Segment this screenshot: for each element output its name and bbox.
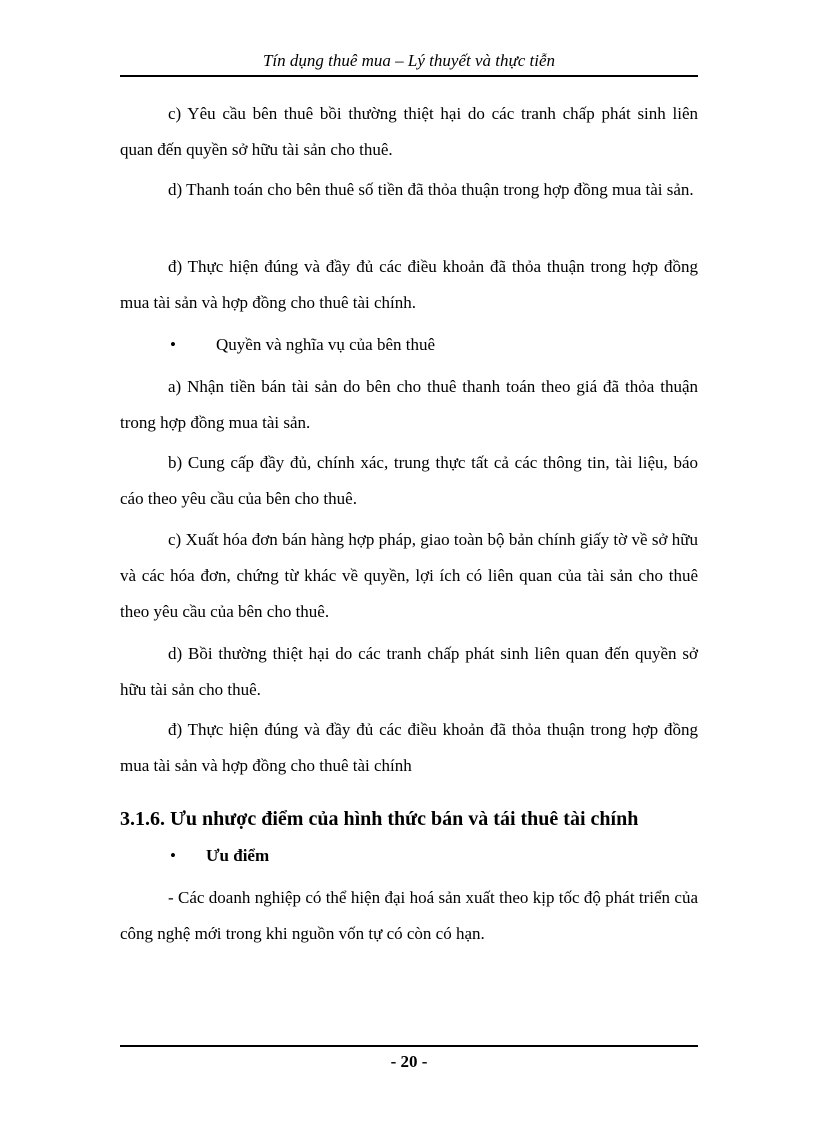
- paragraph-c-lessor: c) Yêu cầu bên thuê bồi thường thiệt hại do các tranh chấp phát sinh liên quan đến quyền sở hữu tài sản cho thuê.: [120, 104, 698, 159]
- page-number: - 20 -: [390, 1052, 428, 1071]
- header-divider: [120, 75, 698, 77]
- paragraph-dd-lessor: đ) Thực hiện đúng và đầy đủ các điều khoản đã thỏa thuận trong hợp đồng mua tài sản và hợp đồng cho thuê tài chính.: [120, 257, 698, 312]
- bullet-lessee-rights-label: Quyền và nghĩa vụ của bên thuê: [216, 335, 436, 354]
- paragraph-b-lessee: b) Cung cấp đầy đủ, chính xác, trung thực tất cả các thông tin, tài liệu, báo cáo theo yêu cầu của bên cho thuê.: [120, 453, 698, 508]
- paragraph-d-lessee: d) Bồi thường thiệt hại do các tranh chấp phát sinh liên quan đến quyền sở hữu tài sản cho thuê.: [120, 644, 698, 699]
- footer-divider: [120, 1045, 698, 1047]
- paragraph-a-lessee: a) Nhận tiền bán tài sản do bên cho thuê thanh toán theo giá đã thỏa thuận trong hợp đồng mua tài sản.: [120, 377, 698, 432]
- section-heading-3-1-6: 3.1.6. Ưu nhược điểm của hình thức bán và tái thuê tài chính: [120, 808, 639, 830]
- paragraph-d-lessor: d) Thanh toán cho bên thuê số tiền đã thỏa thuận trong hợp đồng mua tài sản.: [168, 180, 694, 199]
- paragraph-c-lessee: c) Xuất hóa đơn bán hàng hợp pháp, giao toàn bộ bản chính giấy tờ về sở hữu và các hóa đơn, chứng từ khác về quyền, lợi ích có liên quan của tài sản cho thuê theo yêu cầu của bên cho thuê.: [120, 530, 698, 621]
- running-header-title: Tín dụng thuê mua – Lý thuyết và thực tiễn: [262, 51, 556, 70]
- paragraph-advantage-1: - Các doanh nghiệp có thể hiện đại hoá sản xuất theo kịp tốc độ phát triển của công nghệ mới trong khi nguồn vốn tự có còn có hạn.: [120, 888, 698, 943]
- bullet-dot-icon: •: [170, 846, 176, 865]
- bullet-advantages-label: Ưu điểm: [206, 846, 270, 865]
- paragraph-dd-lessee: đ) Thực hiện đúng và đầy đủ các điều khoản đã thỏa thuận trong hợp đồng mua tài sản và hợp đồng cho thuê tài chính: [120, 720, 698, 775]
- bullet-dot-icon: •: [170, 335, 176, 354]
